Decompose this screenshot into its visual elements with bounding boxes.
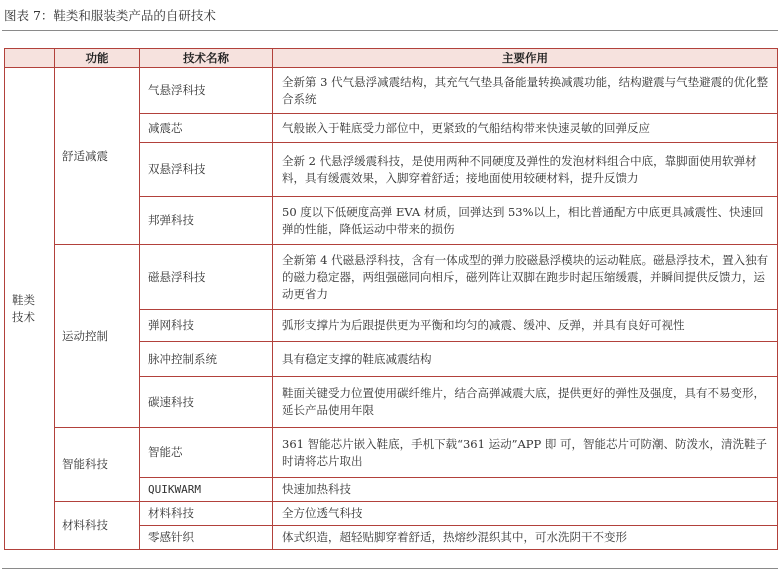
tech-name-cell: 减震芯 [140,114,273,143]
effect-cell: 全新 2 代悬浮缓震科技，是使用两种不同硬度及弹性的发泡材料组合中底，靠脚面使用软弹材料，具有缓震效果，入脚穿着舒适；接地面使用较硬材料，提升反馈力 [273,143,778,197]
effect-cell: 361 智能芯片嵌入鞋底，手机下载“361 运动”APP 即 可，智能芯片可防潮、防泼水，清洗鞋子时请将芯片取出 [273,428,778,478]
effect-cell: 50 度以下低硬度高弹 EVA 材质，回弹达到 53%以上，相比普通配方中底更具减震性、快速回弹的性能，降低运动中带来的损伤 [273,197,778,245]
effect-cell: 全新第 3 代气悬浮减震结构，其充气气垫具备能量转换减震功能，结构避震与气垫避震的优化整合系统 [273,68,778,114]
table-header-row [5,49,778,68]
tech-name-cell: 碳速科技 [140,377,273,428]
tech-name-cell: 邦弹科技 [140,197,273,245]
table-row [5,502,778,526]
function-cell-material: 材料科技 [55,502,140,550]
effect-cell: 全方位透气科技 [273,502,778,526]
function-cell-motion: 运动控制 [55,245,140,428]
bottom-divider [2,568,778,569]
header-effect: 主要作用 [273,49,778,68]
tech-name-cell: 脉冲控制系统 [140,342,273,377]
function-cell-smart: 智能科技 [55,428,140,502]
effect-cell: 全新第 4 代磁悬浮科技，含有一体成型的弹力胶磁悬浮模块的运动鞋底。磁悬浮技术，置入独有的磁力稳定器，两组强磁同向相斥，磁列阵让双脚在跑步时起压缩缓震，并瞬间提供反馈力，运动更省力 [273,245,778,310]
tech-name-cell: 磁悬浮科技 [140,245,273,310]
table-row [5,68,778,114]
table-row [5,245,778,310]
effect-cell: 体式织造，超轻贴脚穿着舒适，热熔纱混织其中，可水洗阴干不变形 [273,526,778,550]
caption-divider [2,30,778,31]
tech-table [4,48,778,550]
tech-name-cell: 零感针织 [140,526,273,550]
effect-cell: 快速加热科技 [273,478,778,502]
figure-caption: 图表 7：鞋类和服装类产品的自研技术 [4,8,216,23]
effect-cell: 鞋面关键受力位置使用碳纤维片，结合高弹减震大底，提供更好的弹性及强度，具有不易变形，延长产品使用年限 [273,377,778,428]
category-cell: 鞋类 技术 [5,68,55,550]
tech-name-cell: 气悬浮科技 [140,68,273,114]
function-cell-comfort: 舒适减震 [55,68,140,245]
table-row [5,428,778,478]
effect-cell: 气般嵌入于鞋底受力部位中，更紧致的气船结构带来快速灵敏的回弹反应 [273,114,778,143]
tech-name-cell: 双悬浮科技 [140,143,273,197]
header-function: 功能 [55,49,140,68]
header-category [5,49,55,68]
tech-name-cell: 智能芯 [140,428,273,478]
effect-cell: 弧形支撑片为后跟提供更为平衡和均匀的减震、缓冲、反弹，并具有良好可视性 [273,310,778,342]
tech-name-cell: 材料科技 [140,502,273,526]
tech-name-cell: QUIKWARM [140,478,273,502]
header-tech-name: 技术名称 [140,49,273,68]
effect-cell: 具有稳定支撑的鞋底减震结构 [273,342,778,377]
tech-name-cell: 弹网科技 [140,310,273,342]
